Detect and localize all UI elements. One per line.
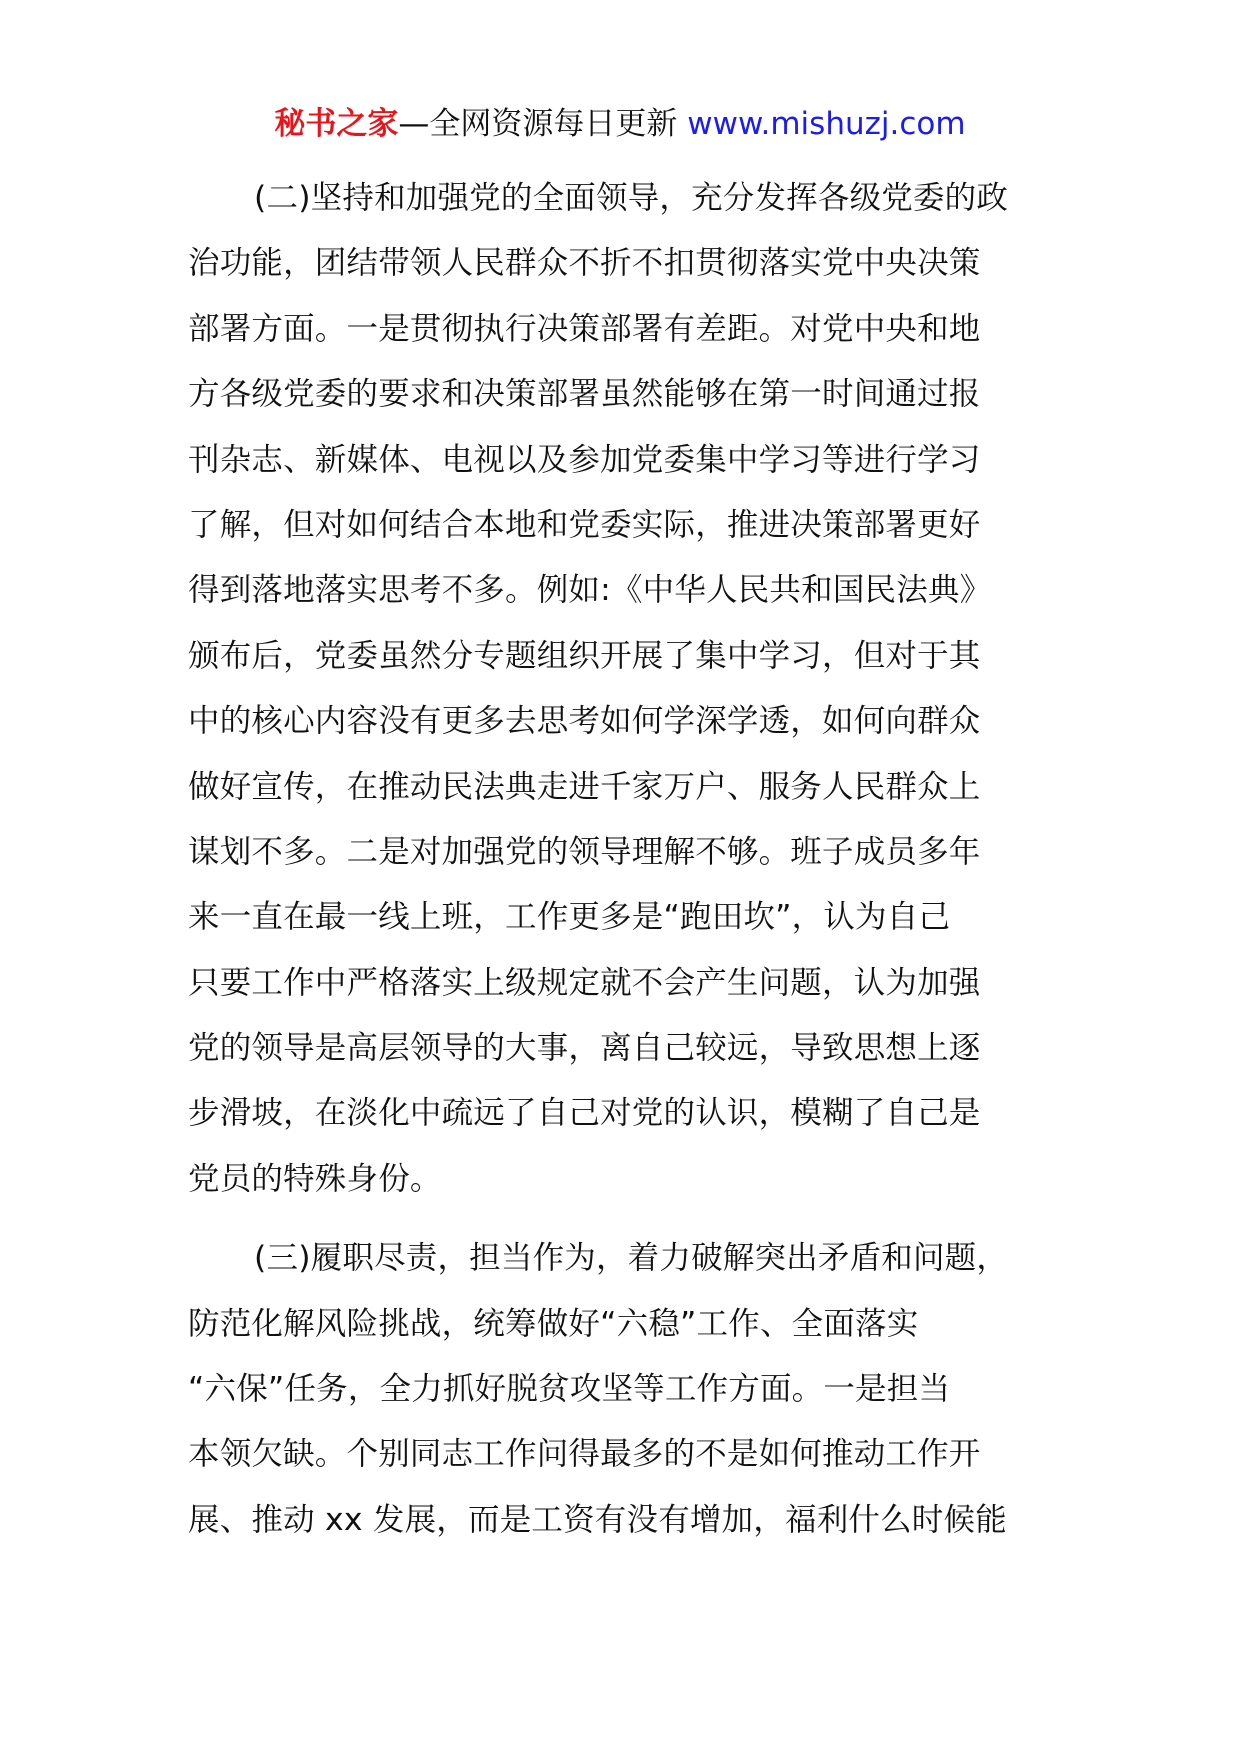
text-line: 本领欠缺。个别同志工作问得最多的不是如何推动工作开 (188, 1436, 981, 1473)
text-line: 做好宣传，在推动民法典走进千家万户、服务人民群众上 (188, 768, 981, 805)
text-line: 步滑坡，在淡化中疏远了自己对党的认识，模糊了自己是 (188, 1095, 981, 1132)
text-line: 中的核心内容没有更多去思考如何学深学透，如何向群众 (188, 703, 981, 740)
text-line: 党的领导是高层领导的大事，离自己较远，导致思想上逐 (188, 1030, 981, 1067)
text-line: 防范化解风险挑战，统筹做好“六稳”工作、全面落实 (188, 1305, 919, 1342)
site-url-link[interactable]: www.mishuzj.com (687, 106, 966, 142)
header-tagline: —全网资源每日更新 (398, 106, 688, 142)
text-line: (三)履职尽责，担当作为，着力破解突出矛盾和问题， (254, 1240, 1009, 1277)
paragraph-3 (188, 1226, 1058, 1553)
page-header (0, 104, 1240, 144)
text-line: 来一直在最一线上班，工作更多是“跑田坎”，认为自己 (188, 899, 951, 936)
text-line: 展、推动 xx 发展，而是工资有没有增加，福利什么时候能 (188, 1501, 1007, 1538)
text-line: 党员的特殊身份。 (188, 1160, 442, 1197)
text-line: 方各级党委的要求和决策部署虽然能够在第一时间通过报 (188, 376, 981, 413)
text-line: (二)坚持和加强党的全面领导，充分发挥各级党委的政 (254, 180, 1009, 216)
text-line: 谋划不多。二是对加强党的领导理解不够。班子成员多年 (188, 833, 981, 870)
text-line: 得到落地落实思考不多。例如:《中华人民共和国民法典》 (188, 572, 992, 609)
brand-name: 秘书之家 (274, 106, 399, 142)
text-line: 部署方面。一是贯彻执行决策部署有差距。对党中央和地 (188, 310, 981, 347)
text-line: “六保”任务，全力抓好脱贫攻坚等工作方面。一是担当 (188, 1371, 951, 1408)
text-line: 了解，但对如何结合本地和党委实际，推进决策部署更好 (188, 506, 981, 543)
text-line: 颁布后，党委虽然分专题组织开展了集中学习，但对于其 (188, 637, 981, 674)
text-line: 只要工作中严格落实上级规定就不会产生问题，认为加强 (188, 964, 981, 1001)
paragraph-2 (188, 166, 1058, 1212)
text-line: 治功能，团结带领人民群众不折不扣贯彻落实党中央决策 (188, 245, 981, 282)
text-line: 刊杂志、新媒体、电视以及参加党委集中学习等进行学习 (188, 441, 981, 478)
document-body (188, 166, 1058, 1567)
